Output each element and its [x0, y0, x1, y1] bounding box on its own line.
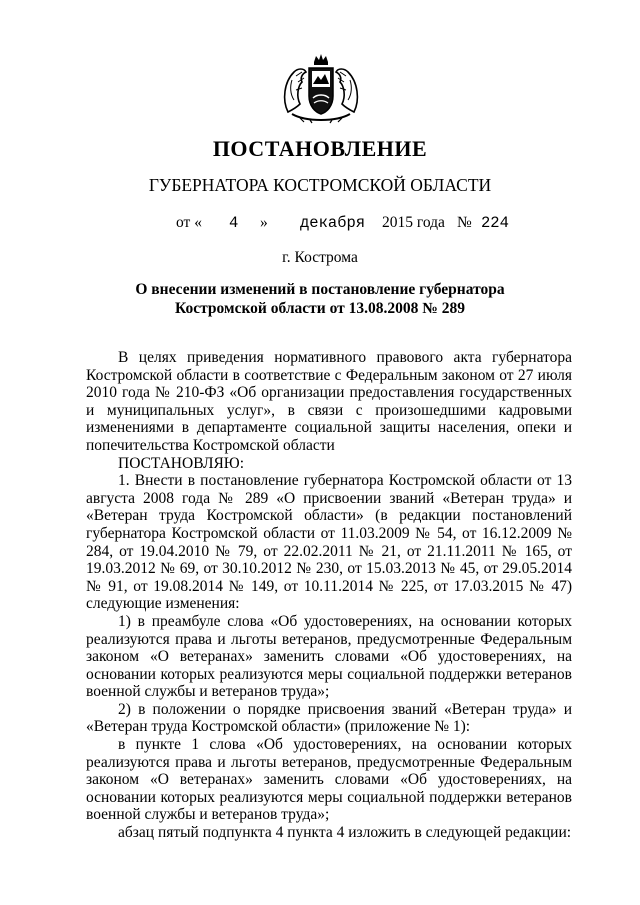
- subject-line-2: Костромской области от 13.08.2008 № 289: [175, 300, 465, 317]
- paragraph-point-4: абзац пятый подпункта 4 пункта 4 изложить в следующей редакции:: [118, 824, 572, 842]
- coat-of-arms-emblem: [280, 52, 362, 124]
- date-year: 2015 года: [382, 214, 445, 231]
- decree-keyword: ПОСТАНОВЛЯЮ:: [118, 454, 245, 472]
- document-subject: [0, 280, 640, 318]
- issuing-authority: ГУБЕРНАТОРА КОСТРОМСКОЙ ОБЛАСТИ: [148, 175, 492, 195]
- date-close-quote: »: [260, 214, 268, 231]
- document-body: [86, 349, 572, 842]
- subject-line-1: О внесении изменений в постановление губернатора: [135, 281, 505, 298]
- document-number: 224: [481, 214, 509, 232]
- paragraph-1-2: 2) в положении о порядке присвоения званий «Ветеран труда» и «Ветеран труда Костромской области» (приложение № 1):: [86, 700, 572, 736]
- paragraph-1: 1. Внести в постановление губернатора Костромской области от 13 августа 2008 года № 289 «О присвоении званий «Ветеран труда» и «Ветеран труда Костромской области» (в редакции постановлений губернатора Костромской области от 11.03.2009 № 54, от 16.12.2009 № 284, от 19.04.2010 № 79, от 22.02.2011 № 21, от 21.11.2011 № 165, от 19.03.2012 № 69, от 30.10.2012 № 230, от 15.03.2013 № 45, от 29.05.2014 № 91, от 19.08.2014 № 149, от 10.11.2014 № 225, от 17.03.2015 № 47) следующие изменения:: [86, 472, 572, 613]
- document-title: ПОСТАНОВЛЕНИЕ: [212, 136, 428, 161]
- date-prefix: от «: [176, 214, 202, 231]
- date-month: декабря: [300, 214, 366, 232]
- paragraph-1-1: 1) в преамбуле слова «Об удостоверениях, на основании которых реализуются права и льготы ветеранов, предусмотренные Федеральным законом «О ветеранах» заменить словами «Об удостоверениях, на основании которых реализуются меры социальной поддержки ветеранов военной службы и ветеранов труда»;: [86, 612, 572, 701]
- preamble-paragraph: В целях приведения нормативного правового акта губернатора Костромской области в соответствие с Федеральным законом от 27 июля 2010 года № 210-ФЗ «Об организации предоставления государственных и муниципальных услуг», в связи с произошедшими кадровыми изменениями в департаменте социальной защиты населения, опеки и попечительства Костромской области: [86, 349, 572, 454]
- paragraph-point-1: в пункте 1 слова «Об удостоверениях, на основании которых реализуются права и льготы ветеранов, предусмотренные Федеральным законом «О ветеранах» заменить словами «Об удостоверениях, на основании которых реализуются меры социальной поддержки ветеранов военной службы и ветеранов труда»;: [86, 736, 572, 824]
- city-name: г. Кострома: [282, 249, 358, 266]
- date-day: 4: [229, 214, 239, 232]
- number-sign: №: [457, 214, 472, 231]
